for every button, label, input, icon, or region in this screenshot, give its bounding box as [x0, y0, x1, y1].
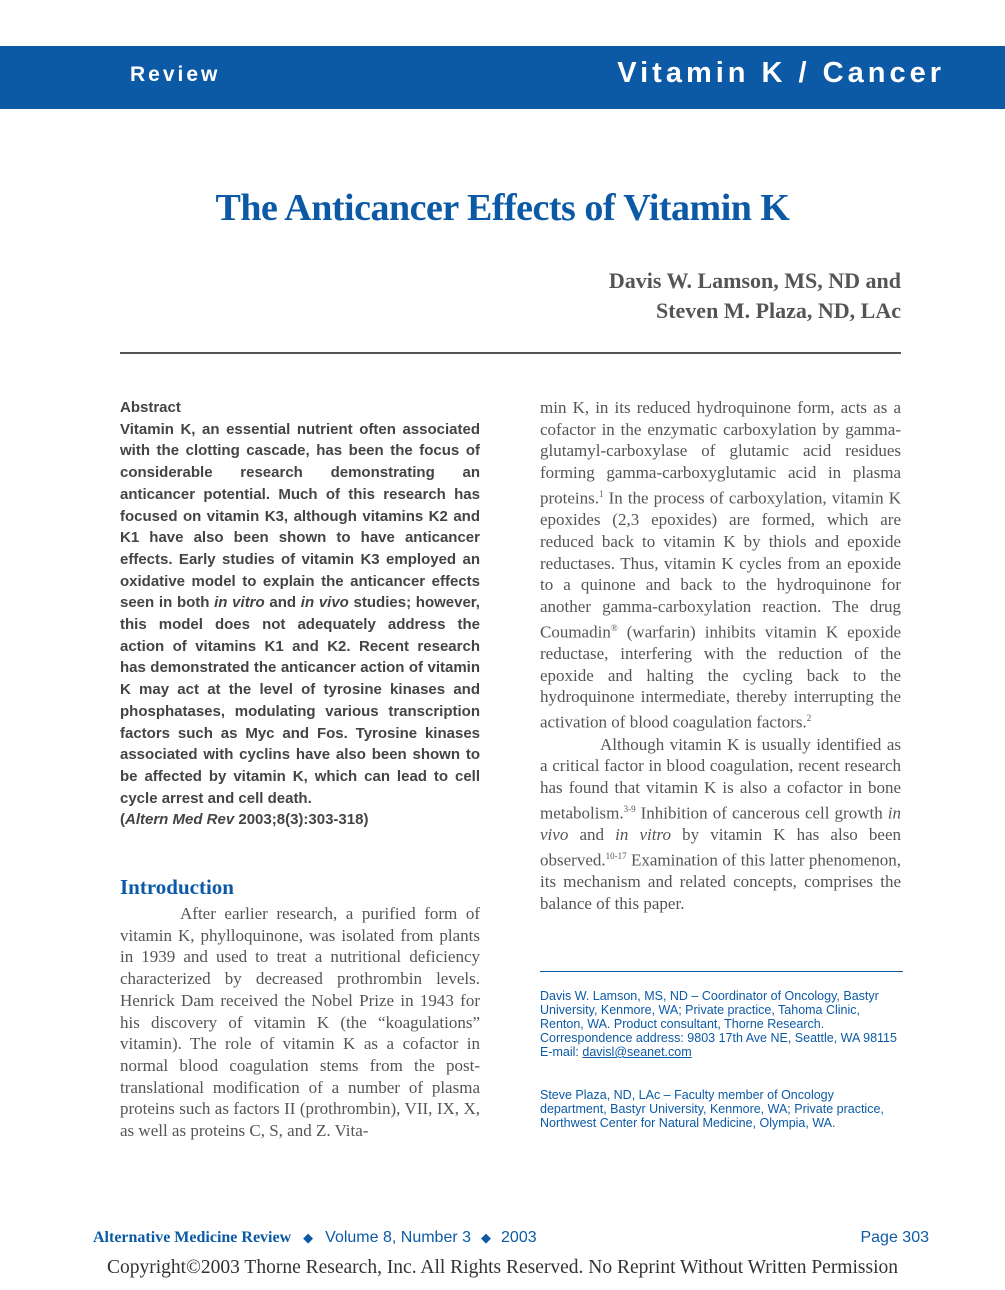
volume-info: Volume 8, Number 3 [325, 1229, 472, 1246]
body-column-2 [540, 397, 901, 914]
introduction-heading: Introduction [120, 875, 234, 899]
author-footnote-1 [540, 989, 903, 1059]
introduction-paragraph: After earlier research, a purified form of vitamin K, phylloquinone, was isolated from plants in 1939 and used to treat a nutritional deficiency characterized by decreased prothrombin levels. Henrick Dam received the Nobel Prize in 1943 for his discovery of vitamin K (the “koagulations” vitamin). The role of vitamin K as a cofactor in normal blood coagulation stems from the post-translational modification of a number of plasma proteins such as factors II (prothrombin), VII, IX, X, as well as proteins C, S, and Z. Vita- [120, 904, 480, 1141]
body-text: (warfarin) inhibits vitamin K epoxide reductase, interfering with the reduction of the epoxide and halting the cycling back to the hydroquinone intermediate, thereby interrupting the activation of blood coagulation factors. [540, 622, 901, 732]
page-number: Page 303 [860, 1229, 929, 1246]
body-text: and [568, 824, 616, 844]
section-label: Review [130, 63, 221, 86]
article-title: The Anticancer Effects of Vitamin K [215, 187, 790, 229]
page-footer [93, 1229, 929, 1251]
author-footnote-2: Steve Plaza, ND, LAc – Faculty member of Oncology department, Bastyr University, Kenmore, WA; Private practice, Northwest Center for Natural Medicine, Olympia, WA. [540, 1088, 884, 1130]
registered-mark: ® [610, 622, 618, 633]
body-text: min K, in its reduced hydroquinone form, acts as a cofactor in the enzymatic carboxylation by gamma-glutamyl-carboxylase of glutamic acid residues forming gamma-carboxyglutamic acid in plasma proteins. [540, 398, 901, 508]
abstract-italic: in vitro [214, 594, 265, 612]
body-text: Inhibition of cancerous cell growth [635, 803, 888, 823]
issue-year: 2003 [501, 1229, 537, 1246]
abstract-text: Vitamin K, an essential nutrient often associated with the clotting cascade, has been the focus of considerable research demonstrating an anticancer potential. Much of this research has focused on vitamin K3, although vitamins K2 and K1 have also been shown to have anticancer effects. Early studies of vitamin K3 employed an oxidative model to explain the anticancer effects seen in both [120, 420, 480, 612]
body-paragraph-2 [540, 734, 901, 915]
abstract-italic: in vivo [300, 594, 349, 612]
diamond-icon: ◆ [481, 1230, 492, 1245]
topic-label: Vitamin K / Cancer [617, 57, 945, 89]
email-line [540, 1045, 903, 1059]
author-line-1: Davis W. Lamson, MS, ND and [608, 268, 901, 293]
section-banner [0, 46, 1005, 109]
abstract [120, 397, 480, 831]
author-line-2: Steven M. Plaza, ND, LAc [655, 298, 901, 323]
reference-superscript: 2 [806, 713, 812, 724]
journal-name: Alternative Medicine Review [93, 1229, 292, 1246]
diamond-icon: ◆ [303, 1230, 314, 1245]
body-italic: in vitro [615, 824, 671, 844]
body-text: by vitamin K has also been observed. [540, 824, 902, 870]
citation-journal: Altern Med Rev [125, 811, 235, 829]
email-link[interactable]: davisl@seanet.com [582, 1045, 692, 1059]
body-paragraph-1 [540, 397, 901, 734]
reference-superscript: 10-17 [605, 850, 627, 861]
reference-superscript: 1 [599, 488, 604, 499]
abstract-text: studies; however, this model does not adequately address the action of vitamins K1 and K2. Recent research has demonstrated the anticancer action of vitamin K may act at the level of tyrosine kinases and phosphatases, modulating various transcription factors such as Myc and Fos. Tyrosine kinases associated with cyclins have also been shown to be affected by vitamin K, which can lead to cell cycle arrest and cell death. [120, 594, 480, 807]
author-block [609, 266, 901, 326]
body-text: Examination of this latter phenomenon, its mechanism and related concepts, comprises the balance of this paper. [540, 850, 901, 913]
footnote-divider [540, 971, 903, 972]
abstract-body [120, 419, 480, 810]
body-text: Although vitamin K is usually identified as a critical factor in blood coagulation, recent research has found that vitamin K is also a cofactor in bone metabolism. [540, 734, 901, 823]
citation-paren: ( [120, 811, 125, 829]
copyright-notice: Copyright©2003 Thorne Research, Inc. All Rights Reserved. No Reprint Without Written Permission [107, 1257, 898, 1278]
email-label: E-mail: [540, 1045, 583, 1059]
title-divider [120, 352, 901, 354]
footnote-text: Davis W. Lamson, MS, ND – Coordinator of Oncology, Bastyr University, Kenmore, WA; Private practice, Tahoma Clinic, Renton, WA. Product consultant, Thorne Research. Correspondence address: 9803 17th Ave NE, Seattle, WA 98115 [540, 989, 897, 1045]
abstract-heading: Abstract [120, 399, 181, 416]
body-text: In the process of carboxylation, vitamin K epoxides (2,3 epoxides) are formed, which are reduced back to vitamin K by thiols and epoxide reductases. Thus, vitamin K cycles from an epoxide to a quinone and back to the hydroquinone for another gamma-carboxylation reaction. The drug Coumadin [540, 488, 901, 642]
abstract-citation [120, 809, 480, 831]
reference-superscript: 3-9 [623, 803, 636, 814]
body-italic: in vivo [540, 803, 901, 844]
citation-details: 2003;8(3):303-318) [234, 811, 369, 829]
abstract-text: and [264, 594, 301, 612]
